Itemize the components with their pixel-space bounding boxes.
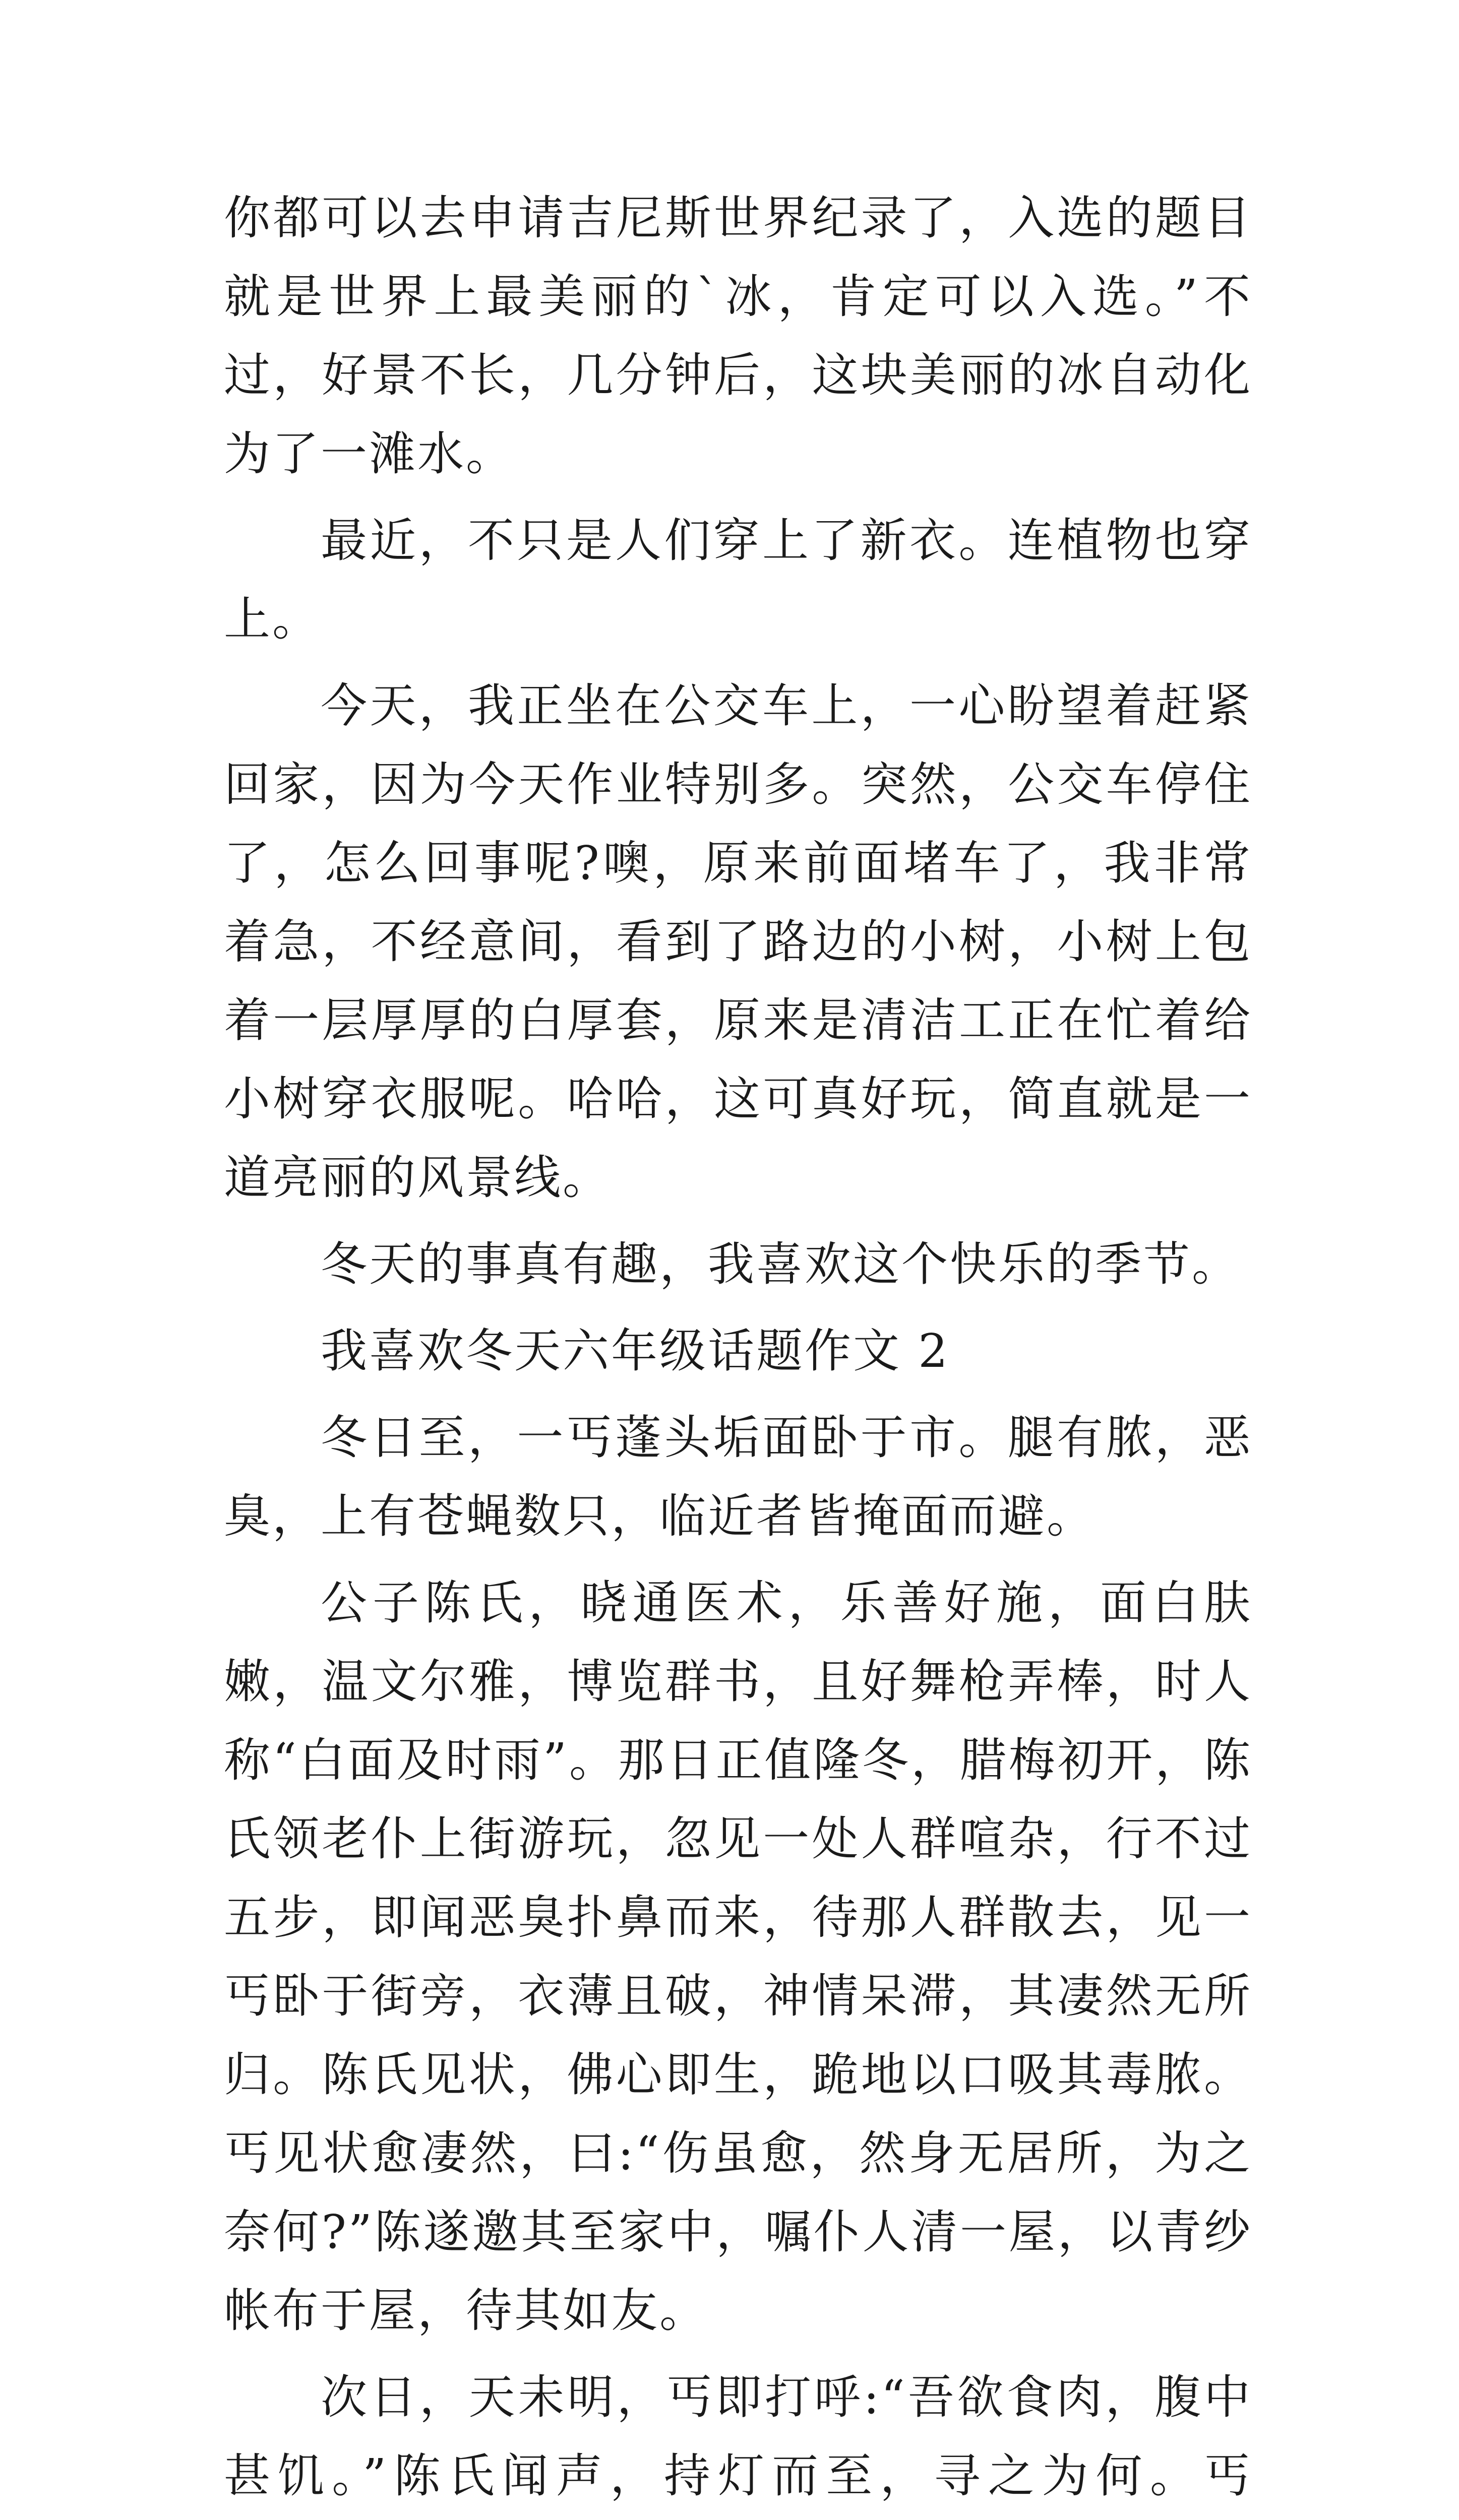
paragraph-3: 今天，我正坐在公交车上，一心盼望着赶紧回家，因为今天作业特别多。突然，公交车停住了，怎么回事呢?噢，原来前面堵车了，我非常着急，不经意间，看到了路边的小树，小树上包着一层厚厚的白厚套，原来是清洁工正在忙着给小树穿衣服呢。哈哈，这可真好玩，简直就是一道亮丽的风景线。 <box>224 679 1252 1205</box>
essay-heading: 我喜欢冬天六年级话题作文 2 <box>321 1324 950 1378</box>
paragraph-2: 最近，不只是人们穿上了新衣。连植物也穿上。 <box>224 514 1252 646</box>
paragraph-4: 冬天的事真有趣，我喜欢这个快乐的季节。 <box>321 1237 1241 1291</box>
paragraph-7: 公子陈氏，晓通医术，乐善好施，面白肤嫩，温文尔雅，博览群书，且好舞枪弄棒，时人称“白面及时雨”。那日正值隆冬，腊梅初开，陈氏领老仆上街游玩，忽见一处人群喧杂，行不过五步，即闻恶臭扑鼻而来，待那人群散去，见一丐卧于街旁，衣薄且破，神情呆滞，其凄然无所归。陈氏见状，佛心即生，跪地以口吸其毒脓。丐见状愈凄然，曰:“伤虽愈，然身无居所，为之奈何?”陈遂邀其至家中，嘱仆人清一屋，以青纱帐布于屋，待其如友。 <box>224 1576 1252 2338</box>
paragraph-1: 你都可以去申请吉尼斯世界纪录了，入选的题目就是世界上最美丽的`冰，肯定可以入选。”不过，好景不长，几分钟后，这块美丽的冰自动化为了一滩水。 <box>224 191 1252 481</box>
paragraph-6: 冬日至，一丐蓬头垢面卧于市。腿有脓，恶臭，上有苍蝇数只，临近者皆掩面而避。 <box>224 1411 1252 1543</box>
document-body <box>224 179 1252 2520</box>
paragraph-8: 次日，天未明，丐即打呼:“吾欲食肉，腹中甚饥。”陈氏闻声，持灯而至，寻之为何。丐 <box>224 2370 1252 2503</box>
